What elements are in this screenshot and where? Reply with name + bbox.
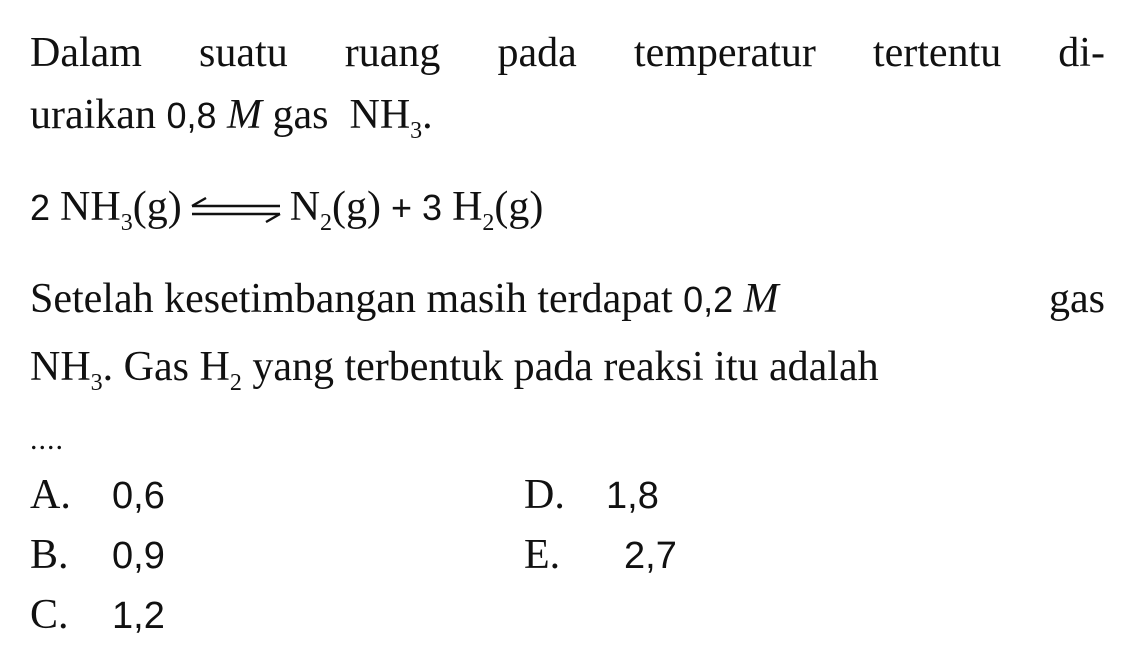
coefficient: 2	[30, 187, 61, 228]
text-segment: gas	[1049, 276, 1105, 322]
question-line-2	[30, 92, 433, 144]
plus-sign: +	[381, 187, 423, 228]
formula-nh3	[349, 92, 423, 144]
ellipsis: ....	[30, 423, 64, 456]
option-value: 0,9	[112, 535, 165, 577]
question-line-1	[30, 32, 1105, 74]
formula-nh3	[30, 344, 103, 396]
question-line-4	[30, 278, 1105, 320]
reaction-equation	[30, 184, 544, 236]
state-label: (g)	[132, 184, 182, 230]
product-h2	[452, 184, 495, 236]
formula-base: H	[452, 184, 483, 230]
text-segment: yang terbentuk pada reaksi itu adalah	[241, 344, 879, 390]
option-d[interactable]	[524, 474, 659, 516]
period: .	[422, 92, 433, 138]
formula-subscript: 3	[120, 210, 133, 236]
text-segment: gas	[262, 92, 339, 138]
option-b[interactable]	[30, 534, 165, 576]
equilibrium-arrow-icon	[188, 189, 284, 231]
word: Dalam	[30, 30, 142, 76]
option-letter: B.	[30, 532, 69, 578]
word: ruang	[344, 30, 441, 76]
reactant-nh3	[60, 184, 133, 236]
formula-subscript: 2	[320, 210, 333, 236]
formula-base: N	[289, 184, 321, 230]
molar-unit: M	[743, 276, 779, 322]
option-c[interactable]	[30, 594, 165, 636]
formula-base: NH	[30, 344, 91, 390]
word: pada	[497, 30, 577, 76]
option-a[interactable]	[30, 474, 165, 516]
formula-base: NH	[60, 184, 121, 230]
formula-subscript: 3	[410, 118, 423, 144]
text-segment: Setelah kesetimbangan masih terdapat	[30, 276, 684, 322]
formula-subscript: 2	[482, 210, 495, 236]
formula-subscript: 2	[229, 370, 242, 396]
text-segment	[30, 278, 779, 320]
word: suatu	[199, 30, 288, 76]
word: tertentu	[872, 30, 1002, 76]
option-letter: A.	[30, 472, 71, 518]
option-letter: D.	[524, 472, 565, 518]
formula-base: NH	[349, 92, 411, 138]
molar-unit: M	[227, 92, 262, 138]
coefficient: 3	[422, 187, 453, 228]
formula-base: H	[199, 344, 230, 390]
option-e[interactable]	[524, 534, 677, 576]
concentration-value: 0,2	[683, 279, 734, 320]
option-letter: C.	[30, 592, 69, 638]
formula-h2	[199, 344, 242, 396]
option-value: 0,6	[112, 475, 165, 517]
concentration-value: 0,8	[166, 95, 217, 136]
question-line-5	[30, 344, 879, 396]
option-value: 1,2	[112, 595, 165, 637]
text-segment: uraikan	[30, 92, 167, 138]
formula-subscript: 3	[90, 370, 103, 396]
option-value: 1,8	[606, 475, 659, 517]
option-value: 2,7	[624, 535, 677, 577]
word: di-	[1058, 30, 1105, 76]
state-label: (g)	[332, 184, 382, 230]
state-label: (g)	[494, 184, 544, 230]
product-n2	[289, 184, 333, 236]
word: temperatur	[633, 30, 816, 76]
option-letter: E.	[524, 532, 561, 578]
text-segment: . Gas	[102, 344, 200, 390]
